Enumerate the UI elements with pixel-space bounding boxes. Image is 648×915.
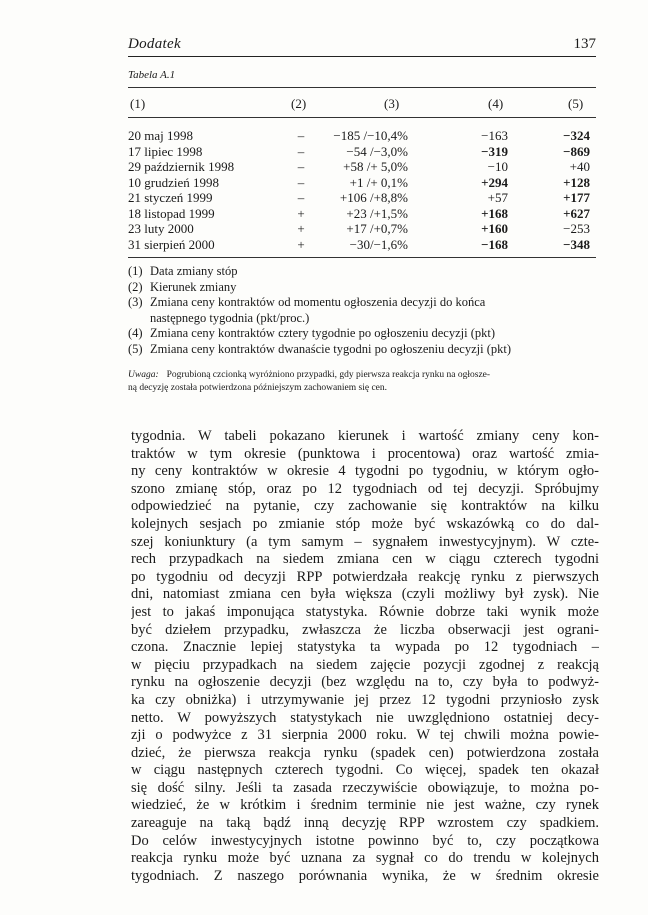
- body-text-line: traktów w tym okresie (punktowa i procentowa) oraz wartość zmia-: [131, 445, 599, 462]
- header-rule: [128, 56, 596, 57]
- cell-4-weeks: +57: [487, 190, 508, 205]
- body-text-line: Do celów inwestycyjnych istotne powinno być to, czy początkowa: [131, 832, 599, 849]
- cell-4-weeks: −319: [481, 143, 508, 159]
- legend-item: [128, 264, 598, 280]
- cell-change: +23 /+1,5%: [346, 205, 408, 221]
- running-title: Dodatek: [128, 36, 181, 52]
- body-text-line: ny ceny kontraktów w okresie 4 tygodni po tygodniu, w którym ogło-: [131, 463, 599, 480]
- cell-4-weeks: −163: [481, 128, 508, 143]
- body-text-line: po tygodniu od decyzji RPP potwierdzała reakcję rynku z pierwszych: [131, 568, 599, 585]
- body-text-line: tygodniach. Z naszego porównania wynika, że w średnim okresie: [131, 867, 599, 884]
- column-header-1: (1): [130, 96, 146, 111]
- cell-date: 31 sierpień 2000: [128, 236, 215, 252]
- legend-item: [128, 326, 598, 342]
- cell-date: 10 grudzień 1998: [128, 174, 219, 190]
- cell-4-weeks: −168: [481, 236, 508, 252]
- cell-change: +58 /+ 5,0%: [343, 159, 408, 174]
- legend-number: (4): [128, 326, 143, 341]
- body-text-line: jest to jakaś imponująca statystyka. Równie dobrze taki wynik może: [131, 603, 599, 620]
- body-text-line: odpowiedzieć na pytanie, czy zachowanie się kontraktów na kilku: [131, 498, 599, 515]
- cell-direction: –: [297, 143, 305, 159]
- legend-item: [128, 342, 598, 358]
- cell-12-weeks: −348: [563, 236, 590, 252]
- body-text-line: dni, natomiast zmiana cen była większa (czyli możliwy był zysk). Nie: [131, 586, 599, 603]
- table-column-headers: [128, 96, 596, 112]
- cell-4-weeks: +160: [481, 221, 508, 236]
- body-text-line: szono zmianę stóp, oraz po 12 tygodniach od tej decyzji. Spróbujmy: [131, 480, 599, 497]
- cell-date: 29 październik 1998: [128, 159, 235, 174]
- cell-change: +17 /+0,7%: [346, 221, 408, 236]
- body-text-line: netto. W powyższych statystykach nie uwzględniono ostatniej decy-: [131, 709, 599, 726]
- cell-direction: +: [297, 221, 305, 236]
- cell-date: 17 lipiec 1998: [128, 143, 203, 159]
- table-label: Tabela A.1: [128, 69, 176, 81]
- legend-number: (2): [128, 279, 143, 294]
- cell-12-weeks: +40: [569, 159, 590, 174]
- table-row: [128, 175, 596, 191]
- cell-direction: –: [297, 128, 305, 143]
- body-text-line: reakcja rynku może być uznana za sygnał co do trendu w kolejnych: [131, 850, 599, 867]
- column-header-5: (5): [568, 96, 584, 111]
- cell-12-weeks: +627: [563, 205, 590, 221]
- table-bottom-rule: [128, 257, 596, 258]
- legend-item: [128, 280, 598, 296]
- cell-direction: –: [297, 174, 305, 190]
- column-header-4: (4): [488, 96, 504, 111]
- body-text-line: być dziełem przypadku, zwłaszcza że liczba obserwacji jest ograni-: [131, 621, 599, 638]
- legend-text: Zmiana ceny kontraktów od momentu ogłoszenia decyzji do końca: [150, 295, 486, 310]
- body-text-line: wiedzieć, że w krótkim i średnim terminie nie jest ważne, czy rynek: [131, 797, 599, 814]
- cell-12-weeks: +128: [563, 174, 590, 190]
- body-text-line: rech przypadkach na siedem zmiana cen w ciągu czterech tygodni: [131, 551, 599, 568]
- note-text-line-2: ną decyzję została potwierdzona późniejszym zachowaniem się cen.: [128, 383, 388, 393]
- column-header-3: (3): [384, 96, 400, 111]
- body-text-line: kolejnych sesjach po zmianie stóp może być wskazówką co do dal-: [131, 515, 599, 532]
- column-header-2: (2): [291, 96, 307, 111]
- body-text-line: się dość silny. Jeśli ta zasada rzeczywiście obowiązuje, to można po-: [131, 779, 599, 796]
- table-legend: [128, 264, 598, 358]
- table-row: [128, 159, 596, 175]
- body-text-line: zareaguje na taką bądź inną decyzję RPP wzrostem czy spadkiem.: [131, 815, 599, 832]
- body-text-line: ka czy obniżka) i utrzymywanie jej przez 12 tygodni przyniosło zysk: [131, 691, 599, 708]
- body-text-line: w ciągu następnych czterech tygodni. Co więcej, spadek ten okazał: [131, 762, 599, 779]
- legend-number: (5): [128, 341, 143, 356]
- cell-12-weeks: +177: [563, 190, 590, 205]
- table-row: [128, 206, 596, 222]
- cell-direction: –: [297, 190, 305, 205]
- cell-direction: +: [297, 205, 305, 221]
- legend-item: [128, 295, 598, 311]
- cell-12-weeks: −253: [563, 221, 590, 236]
- page-number: 137: [573, 36, 596, 52]
- body-paragraph: [131, 428, 599, 885]
- table-row: [128, 128, 596, 144]
- body-text-line: szej koniunktury (a tym samym – sygnałem inwestycyjnym). W czte-: [131, 533, 599, 550]
- table-row: [128, 237, 596, 253]
- cell-4-weeks: +168: [481, 205, 508, 221]
- legend-text: Zmiana ceny kontraktów cztery tygodnie po ogłoszeniu decyzji (pkt): [150, 326, 496, 341]
- body-text-line: tygodnia. W tabeli pokazano kierunek i wartość zmiany ceny kon-: [131, 428, 599, 444]
- cell-change: −185 /−10,4%: [333, 128, 408, 143]
- cell-change: +106 /+8,8%: [339, 190, 408, 205]
- legend-number: (3): [128, 295, 143, 310]
- cell-4-weeks: +294: [481, 174, 508, 190]
- note-text-line-1: Pogrubioną czcionką wyróżniono przypadki, gdy pierwsza reakcja rynku na ogłosze-: [166, 370, 491, 380]
- running-head: [128, 36, 596, 58]
- cell-12-weeks: −869: [563, 143, 590, 159]
- cell-change: −30/−1,6%: [349, 236, 408, 252]
- body-text-line: czona. Znacznie lepiej statystyka ta wypada po 12 tygodniach –: [131, 639, 599, 656]
- cell-change: −54 /−3,0%: [346, 143, 408, 159]
- cell-direction: +: [297, 236, 305, 252]
- body-text-line: dzieć, że pierwsza reakcja rynku (spadek cen) potwierdzona została: [131, 744, 599, 761]
- body-text-line: rynku na ogłoszenie decyzji (bez względu na to, czy była to podwyż-: [131, 674, 599, 691]
- note-label: Uwaga:: [128, 370, 159, 380]
- cell-date: 20 maj 1998: [128, 128, 193, 143]
- cell-direction: –: [297, 159, 305, 174]
- body-text-line: zji o podwyżce z 31 sierpnia 2000 roku. W tej chwili można powie-: [131, 727, 599, 744]
- cell-date: 23 luty 2000: [128, 221, 194, 236]
- table-header-rule: [128, 117, 596, 118]
- legend-text: Data zmiany stóp: [150, 264, 238, 278]
- legend-text: Kierunek zmiany: [150, 279, 237, 294]
- legend-text: Zmiana ceny kontraktów dwanaście tygodni po ogłoszeniu decyzji (pkt): [150, 341, 512, 356]
- legend-number: [128, 311, 150, 327]
- legend-item: [128, 311, 598, 327]
- cell-date: 18 listopad 1999: [128, 205, 215, 221]
- legend-text: następnego tygodnia (pkt/proc.): [150, 310, 310, 325]
- cell-change: +1 /+ 0,1%: [349, 174, 408, 190]
- legend-number: (1): [128, 264, 143, 278]
- table-note: [128, 369, 598, 395]
- table-row: [128, 144, 596, 160]
- table-row: [128, 190, 596, 206]
- table-top-rule: [128, 87, 596, 88]
- table-body: [128, 128, 596, 252]
- cell-4-weeks: −10: [487, 159, 508, 174]
- body-text-line: w pięciu przypadkach na siedem zajęcie pozycji zgodnej z reakcją: [131, 656, 599, 673]
- cell-12-weeks: −324: [563, 128, 590, 143]
- table-row: [128, 221, 596, 237]
- cell-date: 21 styczeń 1999: [128, 190, 213, 205]
